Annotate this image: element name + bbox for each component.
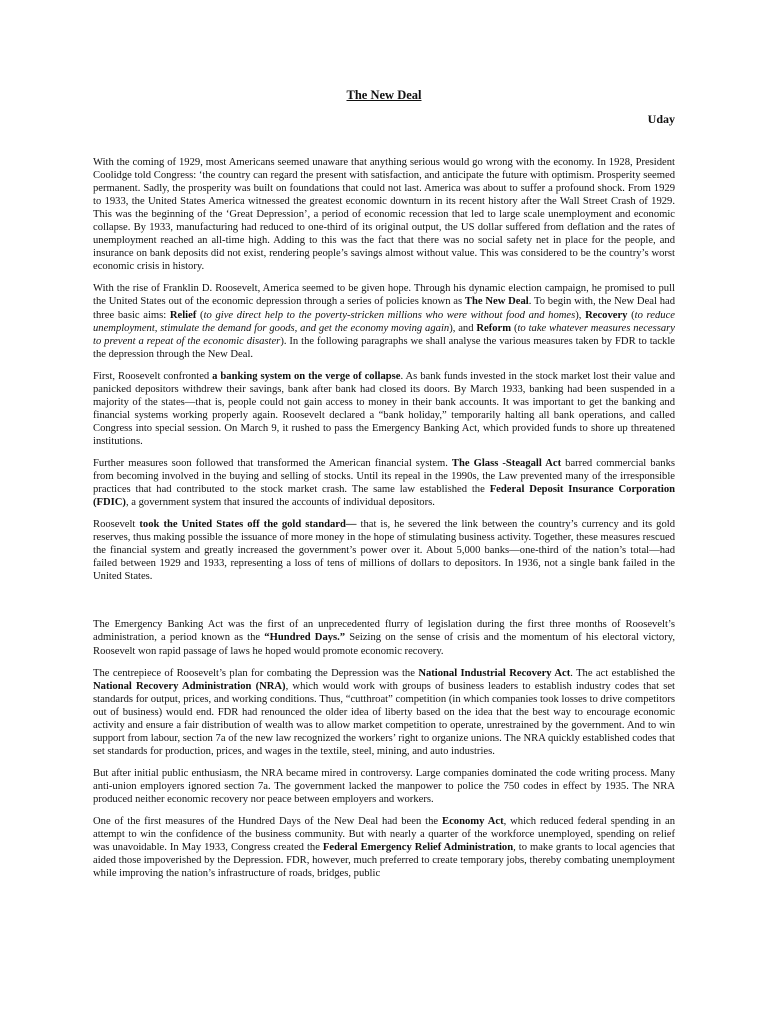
text-run: . The act established the [570,667,676,679]
bold-term: a banking system on the verge of collapse [212,370,401,382]
bold-term: Relief [169,309,197,321]
spacer [93,658,675,667]
text-run: , to make grants to local agencies that aided those impoverished by the Depression. FDR, however, much preferred to create temporary jobs, thereby combating unemployment while improving the nation’s infrastructure of roads, bridges, public [93,842,675,880]
document-title: The New Deal [346,88,422,102]
bold-term: The Glass -Steagall Act [451,457,562,469]
italic-phrase: to give direct help to the poverty-stricken millions who were without food and homes [203,309,576,321]
paragraph-glass-steagall [93,457,675,509]
spacer [93,127,675,156]
text-run: . As bank funds invested in the stock market lost their value and panicked depositors withdrew their savings, bank after bank had closed its doors. By March 1933, banking had been suspended in a majority of the states—that is, people could not gain access to money in their bank accounts. It was important to get the banking and financial systems working properly again. Roosevelt declared a “bank holiday,” temporarily halting all bank operations, and called Congress into special session. On March 9, it rushed to pass the Emergency Banking Act, which provided funds to shore up threatened institutions. [93,370,676,447]
bold-term: Economy Act [442,816,504,828]
text-run: ), and [449,322,477,334]
paragraph-nra-controversy [93,767,675,806]
text-run: One of the first measures of the Hundred Days of the New Deal had been the [93,816,443,828]
text-run: Seizing on the sense of crisis and the momentum of his electoral victory, Roosevelt won rapid passage of laws he hoped would promote economic recovery. [93,632,675,657]
text-run: ), [575,309,586,321]
document-page [93,87,675,880]
text-run: , which reduced federal spending in an attempt to win the confidence of the business community. But with nearly a quarter of the workforce unemployed, spending on relief was unavoidable. In May 1933, Congress created the [93,816,675,854]
bold-term: “Hundred Days.” [264,632,346,644]
text-run: ( [511,322,518,334]
bold-term: Federal Emergency Relief Administration [322,842,514,854]
paragraph-new-deal-aims [93,282,675,360]
bold-term: National Recovery Administration (NRA) [93,680,286,692]
section-spacer [93,583,675,618]
bold-term: took the United States off the gold standard— [139,519,357,531]
text-run: that is, he severed the link between the country’s currency and its gold reserves, thus making possible the issuance of more money in the hope of stimulating business activity. Together, these measures rescued the financial system and greatly increased the government’s power over it. About 5,000 banks—one-third of the nation’s total—had failed between 1929 and 1933, representing a loss of tens of millions of dollars to depositors. In 1936, not a single bank failed in the United States. [93,519,676,583]
paragraph-gold-standard [93,518,675,583]
paragraph-economy-act [93,815,675,880]
text-run: , which would work with groups of business leaders to establish industry codes that set standards for output, prices, and working conditions. Thus, “cutthroat” competition (in which companies took losses to drive competitors out of business) would end. FDR had renounced the older idea of liberty based on the idea that the best way to encourage economic activity and ensure a fair distribution of wealth was to allow market competition to operate, unrestrained by the government. And to win support from labour, section 7a of the new law recognized the workers’ right to organize unions. The NRA quickly established codes that set standards for production, prices, and wages in the textile, steel, mining, and auto industries. [93,680,675,757]
text-run: ( [627,309,635,321]
text-run: . To begin with, the New Deal had three basic aims: [93,296,676,321]
text-run: With the rise of Franklin D. Roosevelt, America seemed to be given hope. Through his dynamic election campaign, he promised to pull the United States out of the economic depression through a series of policies known as [93,283,675,308]
text-run: Further measures soon followed that transformed the American financial system. [93,457,452,469]
spacer [93,361,675,370]
spacer [93,509,675,518]
paragraph-great-depression [93,156,675,273]
paragraph-nira [93,667,675,758]
spacer [93,448,675,457]
text-run: ( [196,309,204,321]
italic-phrase: to reduce unemployment, stimulate the demand for goods, and get the economy moving again [93,309,675,334]
bold-term: Federal Deposit Insurance Corporation (FDIC) [93,484,676,509]
document-author: Uday [647,112,675,126]
spacer [93,758,675,767]
bold-term: National Industrial Recovery Act [418,667,571,679]
spacer [93,806,675,815]
spacer [93,273,675,282]
text-run: Roosevelt [93,519,140,531]
bold-term: Reform [476,322,512,334]
text-run: , a government system that insured the accounts of individual depositors. [125,497,435,509]
text-run: The Emergency Banking Act was the first of an unprecedented flurry of legislation during the first three months of Roosevelt’s administration, a period known as the [93,619,675,644]
text-run: The centrepiece of Roosevelt’s plan for combating the Depression was the [93,667,419,679]
text-run: barred commercial banks from becoming involved in the buying and selling of stocks. Until its repeal in the 1990s, the Law prevented many of the irresponsible practices that had contributed to the stock market crash. The same law established the [93,457,675,496]
text-run: But after initial public enthusiasm, the NRA became mired in controversy. Large companies dominated the code writing process. Many anti-union employers ignored section 7a. The government lacked the manpower to police the 750 codes in effect by 1935. The NRA produced neither economic recovery nor peace between employers and workers. [93,767,675,805]
paragraph-hundred-days [93,618,675,657]
text-run: With the coming of 1929, most Americans seemed unaware that anything serious would go wrong with the economy. In 1928, President Coolidge told Congress: ‘the country can regard the present with satisfaction, and anticipate the future with optimism. Prosperity seemed permanent. Sadly, the prosperity was built on foundations that could not last. America was about to suffer a profound shock. From 1929 to 1933, the United States America witnessed the greatest economic downturn in its recent history after the Wall Street Crash of 1929. This was the beginning of the ‘Great Depression’, a period of economic recession that led to large scale unemployment and economic collapse. By 1933, manufacturing had reduced to one-third of its original output, the US dollar suffered from deflation and the rates of unemployment reached an all-time high. Adding to this was the fact that there was no social safety net in place for the people, and insurance on bank deposits did not exist, rendering people’s savings almost without value. This was considered to be the country’s worst economic crisis in history. [93,157,675,273]
paragraph-banking-collapse [93,370,675,448]
italic-phrase: to take whatever measures necessary to prevent a repeat of the economic disaster [93,322,675,347]
text-run: ). In the following paragraphs we shall analyse the various measures taken by FDR to tackle the depression through the New Deal. [93,335,675,360]
bold-term: The New Deal [464,296,529,308]
bold-term: Recovery [585,309,628,321]
text-run: First, Roosevelt confronted [93,370,213,382]
